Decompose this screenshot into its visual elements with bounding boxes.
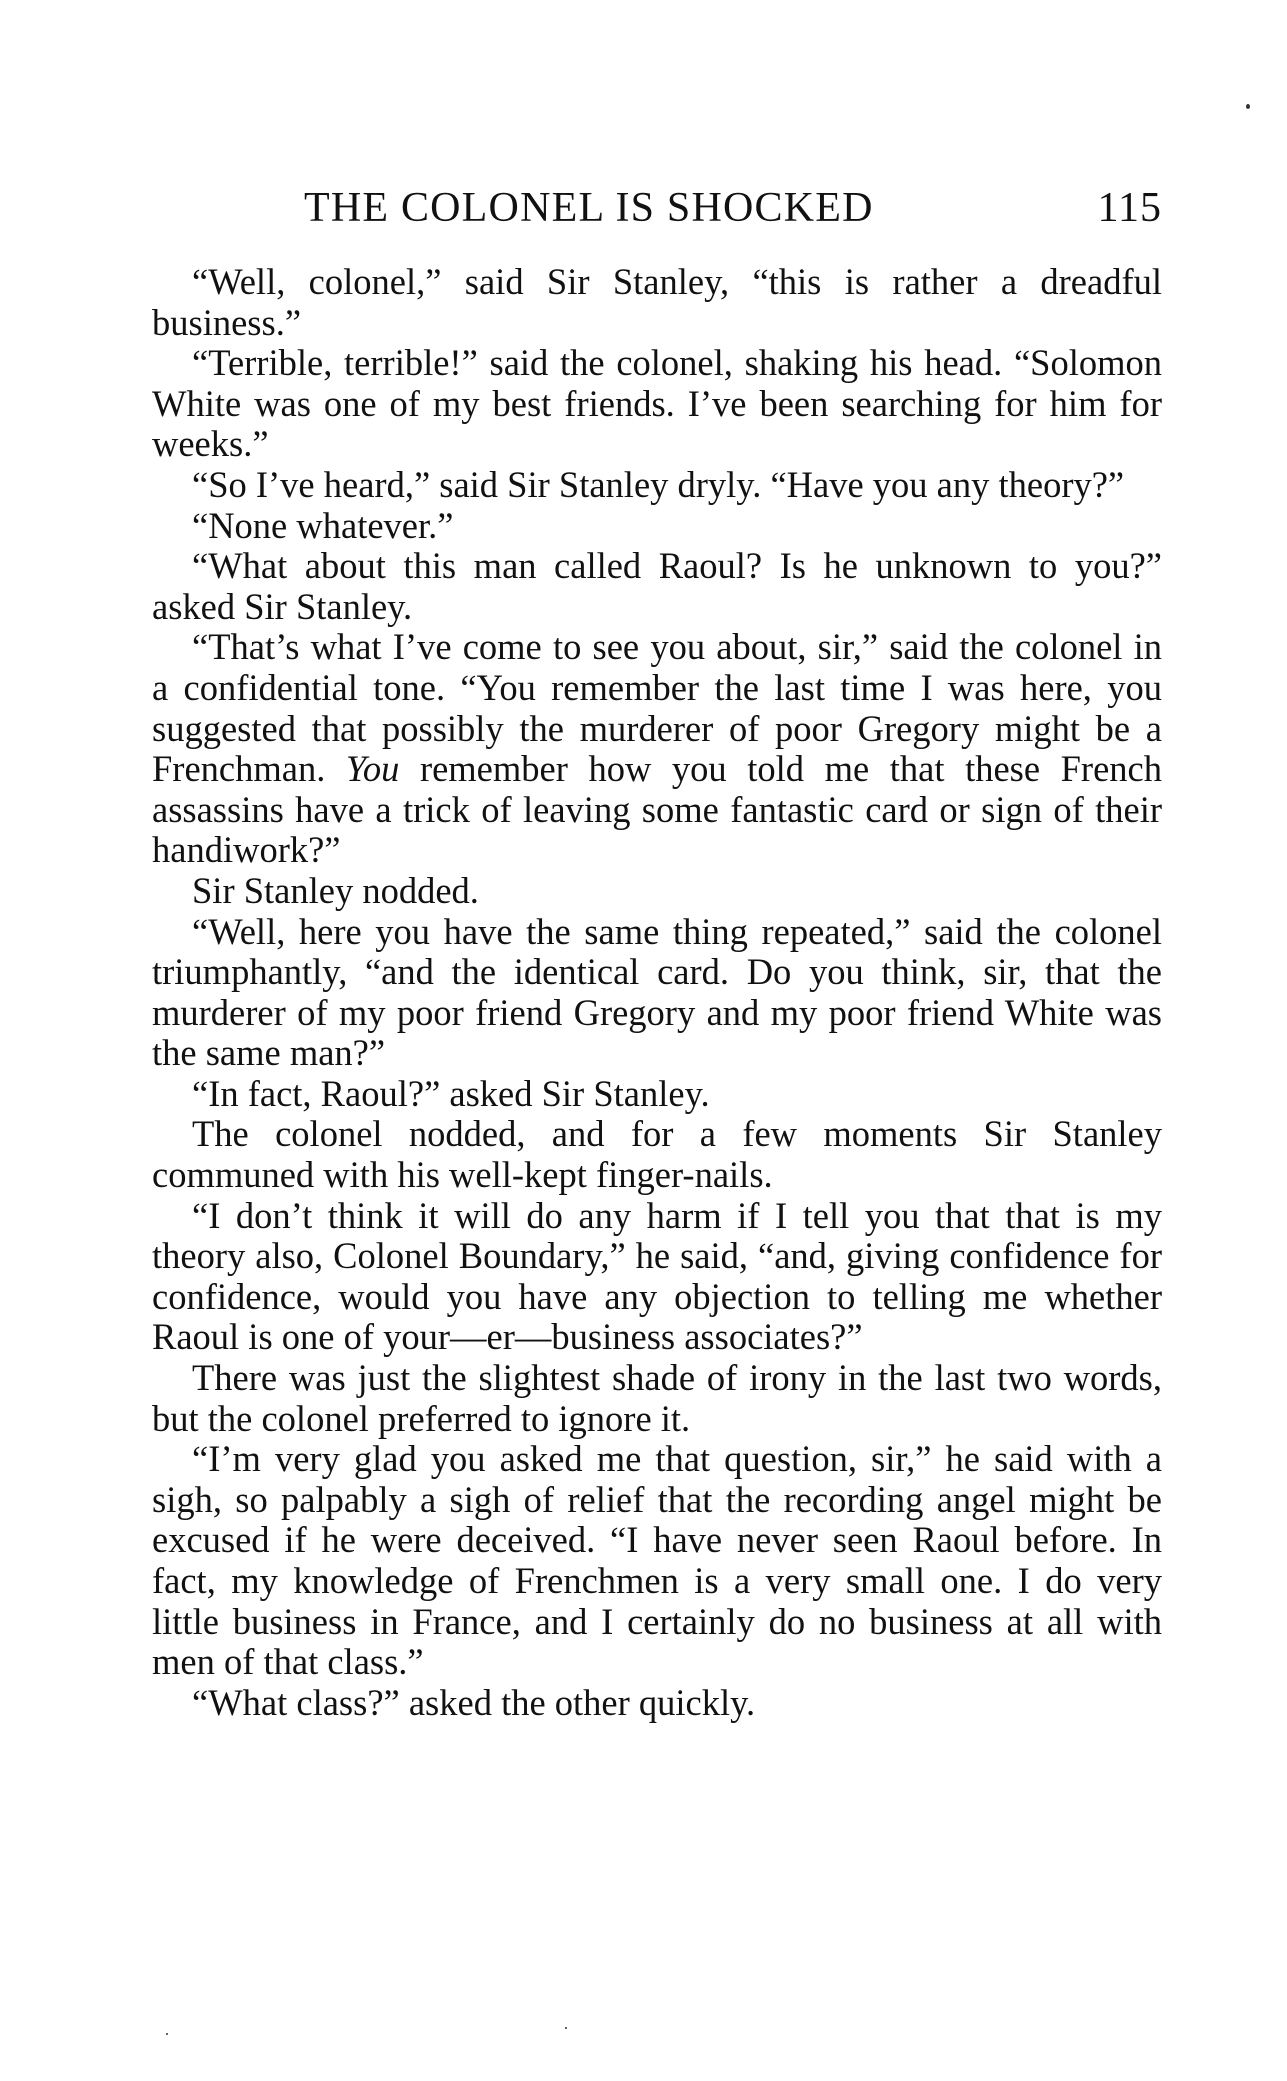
paragraph: “What about this man called Raoul? Is he unknown to you?” asked Sir Stanley. xyxy=(152,545,1162,627)
running-title: THE COLONEL IS SHOCKED xyxy=(304,185,874,231)
paragraph xyxy=(152,627,1162,871)
paragraph: “None whatever.” xyxy=(192,504,454,546)
paragraph: “Well, here you have the same thing repeated,” said the colonel triumphantly, “and the identical card. Do you think, sir, that the murderer of my poor friend Gregory and my poor friend White was the same man?” xyxy=(152,910,1162,1074)
paragraph: “Well, colonel,” said Sir Stanley, “this is rather a dreadful business.” xyxy=(152,261,1162,343)
paragraph: “In fact, Raoul?” asked Sir Stanley. xyxy=(192,1072,710,1114)
paragraph: Sir Stanley nodded. xyxy=(192,869,479,911)
paragraph-text: remember how you told me that these French assassins have a trick of leaving some fantastic card or sign of their handiwork?” xyxy=(152,748,1162,871)
print-speck xyxy=(565,2027,567,2029)
paragraph: “What class?” asked the other quickly. xyxy=(192,1681,756,1723)
body-text xyxy=(152,262,1162,1723)
page-number: 115 xyxy=(1097,185,1162,231)
paragraph: “I’m very glad you asked me that question, sir,” he said with a sigh, so palpably a sigh of relief that the recording angel might be excused if he were deceived. “I have never seen Raoul before. In fact, my knowledge of Frenchmen is a very small one. I do very little business in France, and I certainly do no business at all with men of that class.” xyxy=(152,1438,1162,1683)
paragraph: There was just the slightest shade of irony in the last two words, but the colonel preferred to ignore it. xyxy=(152,1357,1162,1439)
print-speck xyxy=(1246,104,1250,109)
paragraph: “I don’t think it will do any harm if I tell you that that is my theory also, Colonel Boundary,” he said, “and, giving confidence for confidence, would you have any objection to telling me whether Raoul is one of your—er—business associates?” xyxy=(152,1194,1162,1358)
page-header xyxy=(152,178,1162,238)
print-speck xyxy=(166,2033,168,2035)
paragraph: “Terrible, terrible!” said the colonel, shaking his head. “Solomon White was one of my best friends. I’ve been searching for him for weeks.” xyxy=(152,342,1162,465)
italic-emphasis: You xyxy=(345,748,400,790)
paragraph-text: “That’s what I’ve come to see you about, sir,” said the colonel in a confidential tone. “You remember the last time I was here, you suggested that possibly the murderer of poor Gregory might be a Frenchman. xyxy=(152,626,1162,790)
paragraph: The colonel nodded, and for a few moments Sir Stanley communed with his well-kept finger-nails. xyxy=(152,1113,1162,1196)
paragraph: “So I’ve heard,” said Sir Stanley dryly. “Have you any theory?” xyxy=(192,463,1125,505)
